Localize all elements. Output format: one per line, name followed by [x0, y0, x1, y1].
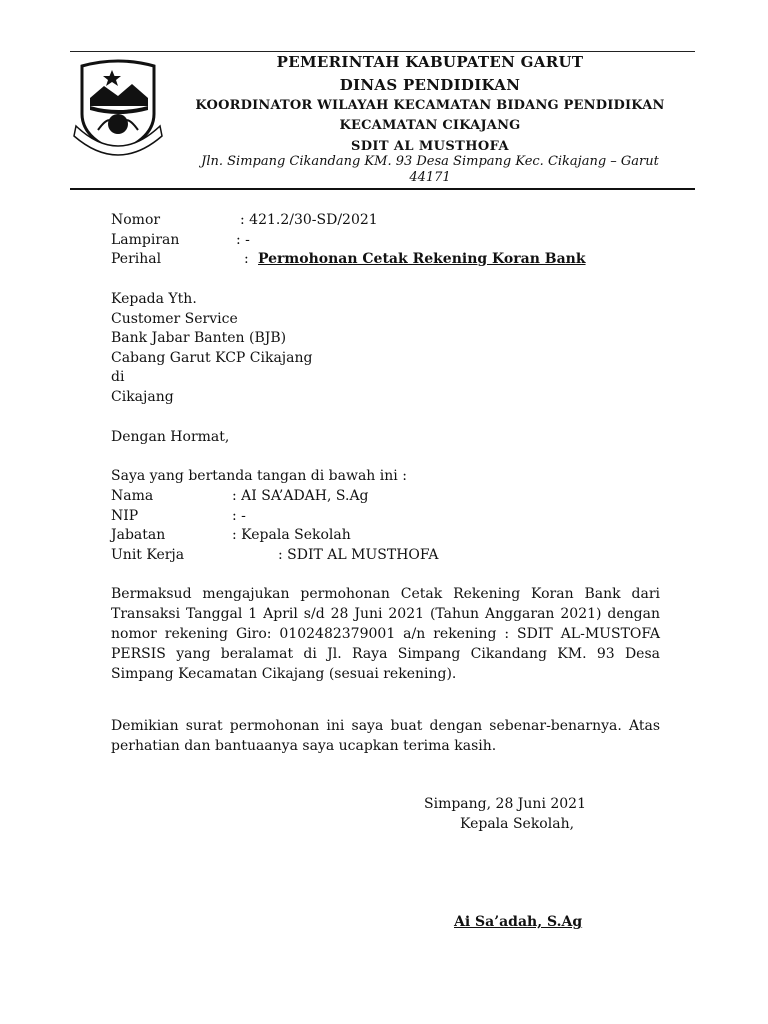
nama-label: Nama	[111, 488, 154, 504]
header-bottom-rule	[70, 188, 695, 190]
header-district: KECAMATAN CIKAJANG	[339, 118, 521, 133]
body-paragraph-closing: Demikian surat permohonan ini saya buat dengan sebenar-benarnya. Atas perhatian dan bantuaanya saya ucapkan terima kasih.	[111, 718, 660, 754]
perihal-colon: :	[244, 251, 249, 267]
nip-value: : -	[232, 508, 246, 524]
nomor-label: Nomor	[111, 212, 161, 228]
perihal-value: Permohonan Cetak Rekening Koran Bank	[258, 251, 586, 267]
lampiran-label: Lampiran	[111, 232, 180, 248]
jabatan-value: : Kepala Sekolah	[232, 527, 351, 543]
body-paragraph-request: Bermaksud mengajukan permohonan Cetak Rekening Koran Bank dari Transaksi Tanggal 1 April s/d 28 Juni 2021 (Tahun Anggaran 2021) dengan nomor rekening Giro: 0102482379001 a/n rekening : SDIT AL-MUSTOFA PERSIS yang beralamat di Jl. Raya Simpang Cikandang KM. 93 Desa Simpang Kecamatan Cikajang (sesuai rekening).	[111, 586, 660, 682]
recipient-line: Kepada Yth.	[111, 291, 197, 307]
recipient-line: Customer Service	[111, 311, 238, 327]
nip-label: NIP	[111, 508, 139, 524]
garut-emblem-icon	[68, 56, 168, 156]
recipient-line: Bank Jabar Banten (BJB)	[111, 330, 287, 346]
unit-kerja-value: : SDIT AL MUSTHOFA	[278, 547, 439, 563]
header-address: Jln. Simpang Cikandang KM. 93 Desa Simpang Kec. Cikajang – Garut 44171	[201, 154, 659, 185]
recipient-line: di	[111, 369, 125, 385]
signature-name: Ai Sa’adah, S.Ag	[454, 914, 583, 930]
header-coordinator: KOORDINATOR WILAYAH KECAMATAN BIDANG PENDIDIKAN	[195, 98, 665, 113]
greeting: Dengan Hormat,	[111, 429, 230, 445]
signature-place-date: Simpang, 28 Juni 2021	[424, 796, 586, 812]
header-government: PEMERINTAH KABUPATEN GARUT	[276, 53, 584, 71]
header-department: DINAS PENDIDIKAN	[339, 76, 521, 94]
header-school: SDIT AL MUSTHOFA	[350, 139, 510, 154]
unit-kerja-label: Unit Kerja	[111, 547, 185, 563]
jabatan-label: Jabatan	[111, 527, 166, 543]
recipient-line: Cikajang	[111, 389, 174, 405]
lampiran-value: : -	[236, 232, 250, 248]
nomor-value: : 421.2/30-SD/2021	[240, 212, 378, 228]
header-top-rule	[70, 51, 695, 52]
intro-text: Saya yang bertanda tangan di bawah ini :	[111, 468, 407, 484]
recipient-line: Cabang Garut KCP Cikajang	[111, 350, 313, 366]
signature-position: Kepala Sekolah,	[460, 816, 575, 832]
perihal-label: Perihal	[111, 251, 162, 267]
nama-value: : AI SA’ADAH, S.Ag	[232, 488, 369, 504]
